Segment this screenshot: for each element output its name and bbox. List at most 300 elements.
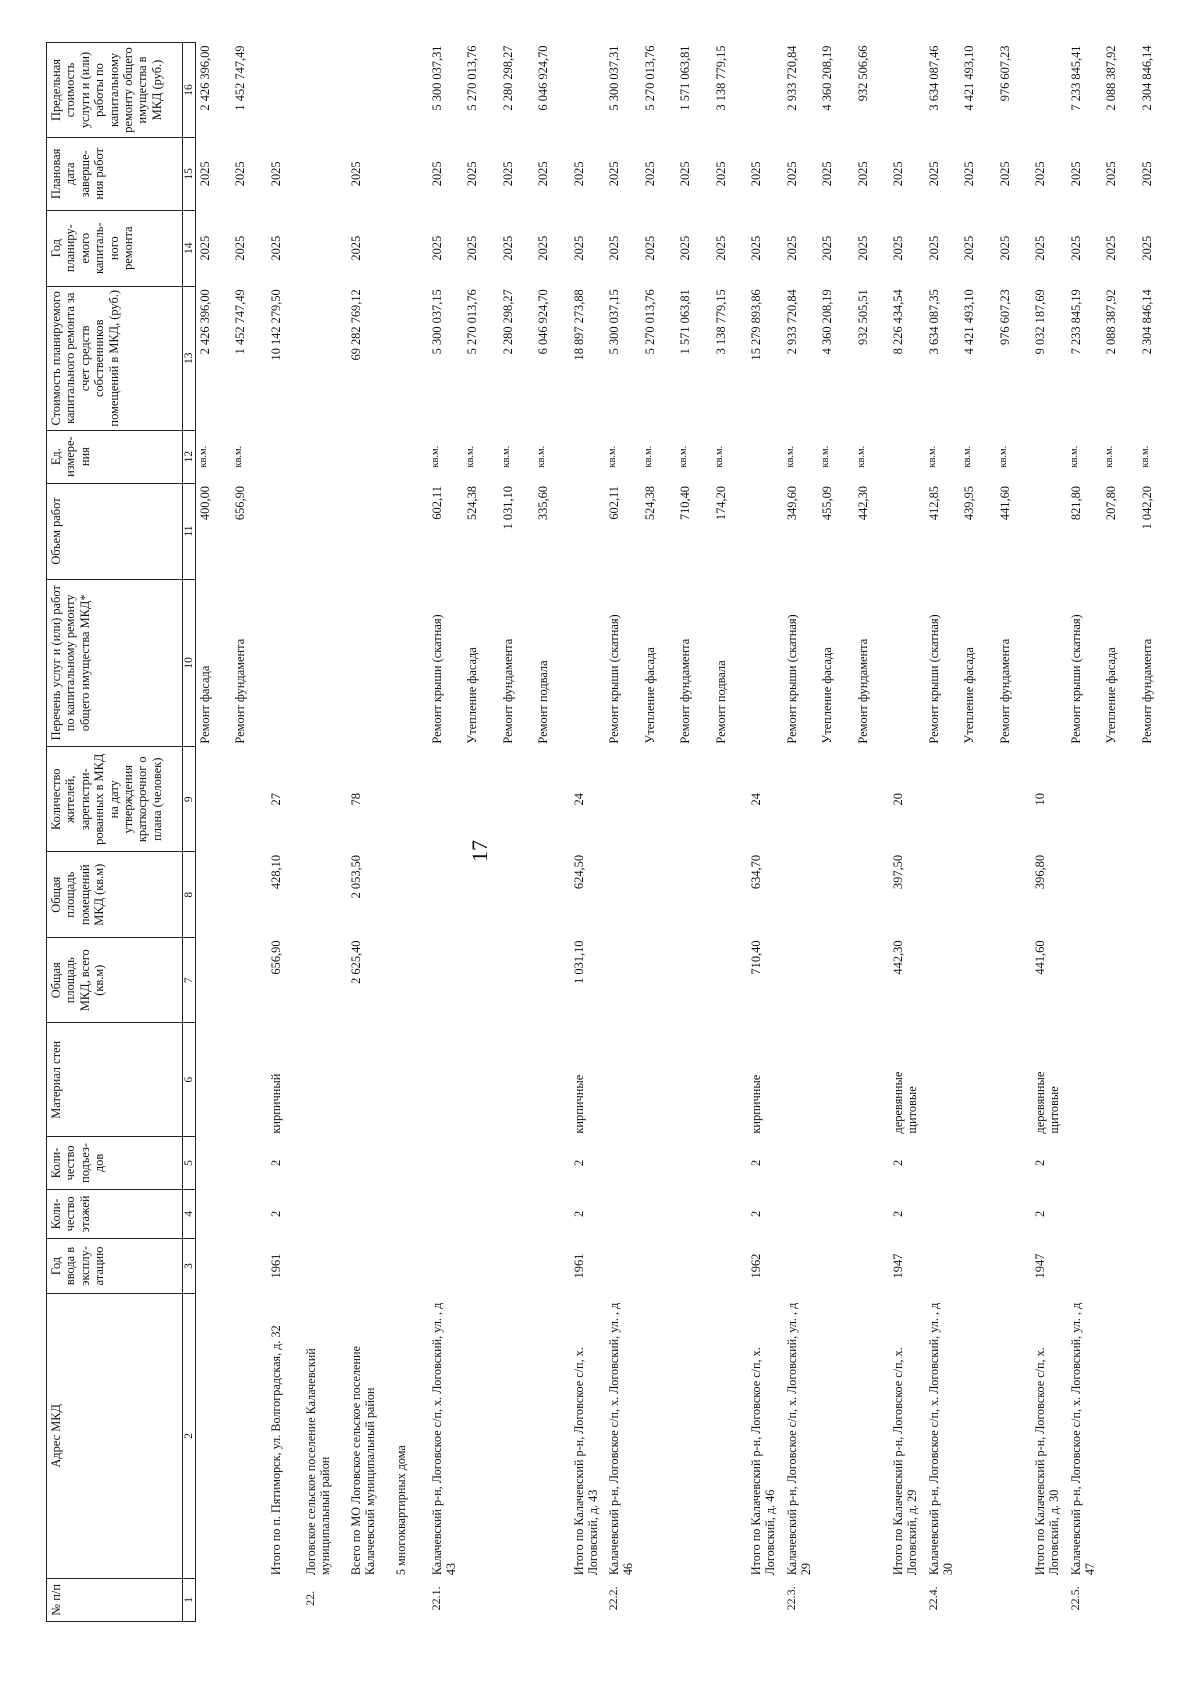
unit-cell: кв.м. — [1104, 445, 1115, 468]
planned-cost-cell: 2 304 846,14 — [1139, 289, 1154, 355]
unit-cell: кв.м. — [678, 445, 689, 468]
entrances-cell — [1138, 1137, 1174, 1190]
completion-date-cell: 2025 — [1068, 161, 1083, 187]
table-row — [302, 43, 347, 1622]
premises-area-cell: 396,80 — [1033, 854, 1047, 890]
work-volume-cell: 602,11 — [429, 486, 444, 520]
work-type-cell: Ремонт подвала — [713, 660, 728, 744]
max-cost-cell — [302, 43, 347, 138]
column-header: Ед. измере-ния — [47, 430, 183, 483]
repair-year-cell: 2025 — [678, 235, 692, 261]
column-number: 3 — [183, 1238, 196, 1293]
column-header: Количество жителей, зарегистри-рованных в МКД на дату утверждения краткосрочног о плана (человек) — [47, 747, 183, 852]
wall-material-cell — [712, 1023, 748, 1137]
row-number — [854, 1578, 890, 1621]
address-cell — [196, 1294, 232, 1579]
column-number: 2 — [183, 1294, 196, 1579]
year-built-cell — [925, 1238, 961, 1293]
work-type-cell — [392, 579, 428, 747]
unit-cell: кв.м. — [198, 445, 209, 468]
residents-cell — [231, 747, 267, 852]
entrances-cell: 2 — [571, 1159, 586, 1167]
table-body — [196, 43, 1190, 1622]
wall-material-cell — [996, 1023, 1032, 1137]
work-volume-cell: 524,38 — [642, 486, 657, 521]
total-area-cell — [996, 937, 1032, 1023]
year-built-cell — [1067, 1238, 1103, 1293]
max-cost-cell — [747, 43, 783, 138]
planned-cost-cell: 2 280 298,27 — [500, 289, 515, 355]
residents-cell — [783, 747, 819, 852]
premises-area-cell — [302, 852, 347, 938]
residents-cell — [996, 747, 1032, 852]
work-volume-cell: 442,30 — [855, 486, 870, 521]
table-row — [347, 43, 392, 1622]
unit-cell: кв.м. — [500, 445, 512, 468]
residents-cell — [1138, 747, 1174, 852]
unit-cell: кв.м. — [997, 445, 1009, 468]
premises-area-cell — [712, 852, 748, 938]
work-volume-cell: 441,60 — [997, 486, 1012, 521]
max-cost-cell: 6 046 924,70 — [536, 45, 550, 111]
table-row — [605, 43, 641, 1622]
address-cell: Итого по Калачевский р-н, Логовское с/п, х. Логовский, д. 29 — [891, 1347, 920, 1576]
row-number — [1031, 1578, 1067, 1621]
planned-cost-cell: 4 360 208,19 — [820, 289, 834, 355]
column-number: 12 — [183, 430, 196, 483]
work-type-cell: Ремонт фасада — [198, 665, 212, 744]
wall-material-cell: кирпичные — [749, 1074, 763, 1134]
max-cost-cell: 2 304 846,14 — [1139, 45, 1154, 111]
residents-cell — [712, 747, 748, 852]
completion-date-cell: 2025 — [607, 161, 621, 187]
residents-cell — [302, 747, 347, 852]
premises-area-cell — [605, 852, 641, 938]
total-area-cell — [676, 937, 712, 1023]
residents-cell — [925, 747, 961, 852]
unit-cell — [570, 430, 606, 483]
repair-year-cell — [302, 210, 347, 286]
work-volume-cell: 656,90 — [233, 486, 247, 521]
table-row — [818, 43, 854, 1622]
year-built-cell — [712, 1238, 748, 1293]
repair-year-cell: 2025 — [429, 235, 444, 261]
planned-cost-cell: 5 270 013,76 — [465, 289, 479, 355]
column-number: 11 — [183, 483, 196, 579]
row-number — [570, 1578, 606, 1621]
repair-year-cell: 2025 — [784, 235, 799, 261]
address-cell: Логовское сельское поселение Калачевский муниципальный район — [304, 1348, 333, 1576]
table-row — [1138, 43, 1174, 1622]
planned-cost-cell: 69 282 769,12 — [349, 289, 363, 361]
total-area-cell: 2 625,40 — [349, 940, 363, 984]
repair-year-cell: 2025 — [749, 235, 763, 261]
row-number — [499, 1578, 535, 1621]
completion-date-cell: 2025 — [713, 161, 728, 187]
table-row — [570, 43, 606, 1622]
floors-cell: 2 — [749, 1210, 763, 1217]
unit-cell: кв.м. — [713, 445, 725, 468]
table-row — [1031, 43, 1067, 1622]
repair-year-cell: 2025 — [571, 235, 586, 261]
planned-cost-cell: 5 300 037,15 — [429, 289, 444, 355]
planned-cost-cell: 3 634 087,35 — [926, 289, 941, 355]
work-type-cell: Утепление фасада — [820, 647, 834, 744]
residents-cell — [534, 747, 570, 852]
repair-year-cell: 2025 — [465, 235, 479, 261]
work-volume-cell: 400,00 — [198, 486, 212, 521]
wall-material-cell — [1067, 1023, 1103, 1137]
table-row — [428, 43, 464, 1622]
row-number — [267, 1578, 303, 1621]
completion-date-cell: 2025 — [891, 161, 905, 187]
planned-cost-cell: 5 270 013,76 — [642, 289, 657, 355]
entrances-cell — [534, 1137, 570, 1190]
unit-cell: кв.м. — [926, 445, 938, 468]
work-volume-cell: 349,60 — [784, 486, 799, 521]
work-type-cell: Утепление фасада — [642, 647, 657, 744]
premises-area-cell — [818, 852, 854, 938]
year-built-cell — [641, 1238, 677, 1293]
address-cell — [1138, 1294, 1174, 1579]
premises-area-cell — [392, 852, 428, 938]
max-cost-cell — [1031, 43, 1067, 138]
floors-cell — [534, 1189, 570, 1238]
work-type-cell: Ремонт фундамента — [855, 638, 870, 744]
wall-material-cell — [783, 1023, 819, 1137]
wall-material-cell: деревянные щитовые — [891, 1071, 920, 1134]
row-number — [818, 1578, 854, 1621]
planned-cost-cell: 9 032 187,69 — [1033, 289, 1047, 355]
premises-area-cell — [960, 852, 996, 938]
work-volume-cell: 1 031,10 — [500, 486, 515, 530]
completion-date-cell: 2025 — [855, 161, 870, 187]
max-cost-cell: 5 270 013,76 — [642, 45, 657, 111]
work-type-cell: Ремонт крыши (скатная) — [607, 614, 621, 744]
work-type-cell — [347, 579, 392, 747]
work-type-cell: Утепление фасада — [1104, 647, 1118, 744]
unit-cell: кв.м. — [820, 445, 831, 468]
work-volume-cell: 524,38 — [465, 486, 479, 521]
table-row — [641, 43, 677, 1622]
work-volume-cell — [747, 483, 783, 579]
entrances-cell — [605, 1137, 641, 1190]
residents-cell — [1067, 747, 1103, 852]
premises-area-cell — [1102, 852, 1138, 938]
floors-cell — [1138, 1189, 1174, 1238]
entrances-cell — [302, 1137, 347, 1190]
entrances-cell: 2 — [268, 1159, 283, 1167]
entrances-cell — [499, 1137, 535, 1190]
row-number: 22.5. — [1067, 1586, 1082, 1611]
completion-date-cell: 2025 — [198, 161, 212, 187]
completion-date-cell: 2025 — [1104, 161, 1118, 187]
max-cost-cell: 2 088 387,92 — [1104, 45, 1118, 111]
floors-cell — [712, 1189, 748, 1238]
register-sheet — [46, 42, 1154, 1622]
entrances-cell — [641, 1137, 677, 1190]
repair-year-cell: 2025 — [1104, 235, 1118, 261]
row-number — [712, 1578, 748, 1621]
wall-material-cell — [347, 1023, 392, 1137]
column-header: Коли-чество этажей — [47, 1189, 183, 1238]
wall-material-cell — [605, 1023, 641, 1137]
unit-cell: кв.м. — [536, 445, 547, 468]
table-row — [925, 43, 961, 1622]
unit-cell: кв.м. — [429, 445, 441, 468]
wall-material-cell — [231, 1023, 267, 1137]
column-header: Общая площадь помещений МКД (кв.м) — [47, 852, 183, 938]
planned-cost-cell: 5 300 037,15 — [607, 289, 621, 355]
max-cost-cell: 5 300 037,31 — [429, 45, 444, 111]
max-cost-cell: 1 571 063,81 — [678, 45, 692, 111]
total-area-cell — [1138, 937, 1174, 1023]
floors-cell — [641, 1189, 677, 1238]
repair-year-cell: 2025 — [198, 235, 212, 261]
work-type-cell: Ремонт подвала — [536, 660, 550, 744]
work-type-cell: Ремонт крыши (скатная) — [1068, 614, 1083, 744]
total-area-cell: 442,30 — [891, 940, 905, 975]
planned-cost-cell: 932 505,51 — [855, 289, 870, 346]
address-cell: Итого по Калачевский р-н, Логовское с/п, х. Логовский, д. 30 — [1033, 1347, 1062, 1576]
header-row — [47, 43, 183, 1622]
total-area-cell: 1 031,10 — [571, 940, 586, 984]
wall-material-cell — [854, 1023, 890, 1137]
floors-cell — [996, 1189, 1032, 1238]
address-cell — [818, 1294, 854, 1579]
residents-cell — [854, 747, 890, 852]
repair-year-cell: 2025 — [855, 235, 870, 261]
residents-cell — [499, 747, 535, 852]
unit-cell: кв.м. — [855, 445, 867, 468]
column-number: 10 — [183, 579, 196, 747]
table-row — [676, 43, 712, 1622]
unit-cell — [747, 430, 783, 483]
entrances-cell — [1067, 1137, 1103, 1190]
repair-year-cell: 2025 — [926, 235, 941, 261]
floors-cell — [499, 1189, 535, 1238]
planned-cost-cell: 18 897 273,88 — [571, 289, 586, 361]
premises-area-cell: 2 053,50 — [349, 854, 363, 899]
planned-cost-cell: 2 933 720,84 — [784, 289, 799, 355]
work-type-cell: Ремонт фундамента — [233, 638, 247, 744]
year-built-cell: 1947 — [1033, 1253, 1047, 1279]
floors-cell — [605, 1189, 641, 1238]
table-row — [960, 43, 996, 1622]
table-row — [1067, 43, 1103, 1622]
work-volume-cell: 174,20 — [713, 486, 728, 521]
year-built-cell — [960, 1238, 996, 1293]
column-number: 4 — [183, 1189, 196, 1238]
residents-cell — [428, 747, 464, 852]
floors-cell — [925, 1189, 961, 1238]
column-number: 6 — [183, 1023, 196, 1137]
row-number: 22.2. — [606, 1586, 620, 1611]
planned-cost-cell: 7 233 845,19 — [1068, 289, 1083, 355]
work-volume-cell: 412,85 — [926, 486, 941, 521]
wall-material-cell — [1102, 1023, 1138, 1137]
work-type-cell: Ремонт крыши (скатная) — [429, 614, 444, 744]
table-row — [463, 43, 499, 1622]
total-area-cell — [960, 937, 996, 1023]
table-row — [889, 43, 925, 1622]
total-area-cell — [1067, 937, 1103, 1023]
address-cell: Калачевский р-н, Логовское с/п, х. Логовский, ул. , д 43 — [429, 1302, 458, 1576]
repair-year-cell: 2025 — [997, 235, 1012, 261]
table-row — [499, 43, 535, 1622]
work-volume-cell: 439,95 — [962, 486, 976, 521]
address-cell: Калачевский р-н, Логовское с/п, х. Логовский, ул. , д 47 — [1068, 1302, 1097, 1576]
column-number: 5 — [183, 1137, 196, 1190]
work-type-cell — [302, 579, 347, 747]
entrances-cell — [347, 1137, 392, 1190]
entrances-cell — [463, 1137, 499, 1190]
entrances-cell — [428, 1137, 464, 1190]
max-cost-cell: 4 360 208,19 — [820, 45, 834, 111]
column-header: Стоимость планируемого капитального ремонта за счет средств собственников помещений в МКД, (руб.) — [47, 286, 183, 430]
completion-date-cell: 2025 — [268, 161, 283, 187]
max-cost-cell — [267, 43, 303, 138]
premises-area-cell — [428, 852, 464, 938]
column-header: Материал стен — [47, 1023, 183, 1137]
column-number: 8 — [183, 852, 196, 938]
floors-cell — [818, 1189, 854, 1238]
wall-material-cell — [925, 1023, 961, 1137]
total-area-cell: 441,60 — [1033, 940, 1047, 975]
max-cost-cell: 2 933 720,84 — [784, 45, 799, 111]
completion-date-cell: 2025 — [678, 161, 692, 187]
address-cell: Калачевский р-н, Логовское с/п, х. Логовский, ул. , д 46 — [607, 1302, 636, 1576]
wall-material-cell — [960, 1023, 996, 1137]
planned-cost-cell: 10 142 279,50 — [268, 289, 283, 361]
year-built-cell: 1962 — [749, 1253, 763, 1279]
floors-cell — [463, 1189, 499, 1238]
address-cell — [712, 1294, 748, 1579]
work-volume-cell: 602,11 — [607, 486, 621, 520]
work-volume-cell: 455,09 — [820, 486, 834, 521]
repair-year-cell: 2025 — [500, 235, 515, 261]
residents-cell — [1102, 747, 1138, 852]
column-header: Общая площадь МКД, всего (кв.м) — [47, 937, 183, 1023]
premises-area-cell: 624,50 — [571, 854, 586, 890]
wall-material-cell — [499, 1023, 535, 1137]
year-built-cell — [996, 1238, 1032, 1293]
table-row — [231, 43, 267, 1622]
row-number — [534, 1578, 570, 1621]
repair-plan-table — [46, 42, 1189, 1622]
planned-cost-cell: 1 452 747,49 — [233, 289, 247, 355]
residents-cell: 24 — [571, 793, 586, 806]
completion-date-cell: 2025 — [429, 161, 444, 187]
residents-cell — [196, 747, 232, 852]
entrances-cell — [196, 1137, 232, 1190]
work-type-cell: Утепление фасада — [465, 647, 479, 744]
work-type-cell: Ремонт фундамента — [500, 638, 515, 744]
table-row — [196, 43, 232, 1622]
completion-date-cell: 2025 — [962, 161, 976, 187]
year-built-cell — [302, 1238, 347, 1293]
column-header: № п/п — [47, 1578, 183, 1621]
work-volume-cell: 207,80 — [1104, 486, 1118, 521]
address-cell: Итого по Калачевский р-н, Логовское с/п, х. Логовский, д. 46 — [749, 1347, 778, 1576]
residents-cell — [960, 747, 996, 852]
planned-cost-cell: 8 226 434,54 — [891, 289, 905, 355]
total-area-cell — [428, 937, 464, 1023]
residents-cell — [818, 747, 854, 852]
wall-material-cell — [302, 1023, 347, 1137]
completion-date-cell: 2025 — [749, 161, 763, 187]
work-type-cell — [747, 579, 783, 747]
unit-cell: кв.м. — [784, 445, 796, 468]
column-number: 7 — [183, 937, 196, 1023]
row-number — [347, 1578, 392, 1621]
premises-area-cell: 397,50 — [891, 854, 905, 890]
work-volume-cell — [302, 483, 347, 579]
row-number: 22.3. — [783, 1586, 798, 1611]
repair-year-cell: 2025 — [642, 235, 657, 261]
year-built-cell — [196, 1238, 232, 1293]
unit-cell: кв.м. — [233, 445, 244, 468]
entrances-cell — [818, 1137, 854, 1190]
residents-cell — [676, 747, 712, 852]
planned-cost-cell: 2 426 396,00 — [198, 289, 212, 355]
year-built-cell — [534, 1238, 570, 1293]
repair-year-cell: 2025 — [607, 235, 621, 261]
floors-cell: 2 — [891, 1210, 905, 1217]
table-row — [1102, 43, 1138, 1622]
wall-material-cell: кирпичный — [268, 1073, 283, 1134]
row-number — [747, 1578, 783, 1621]
repair-year-cell: 2025 — [820, 235, 834, 261]
column-number: 13 — [183, 286, 196, 430]
planned-cost-cell: 1 571 063,81 — [678, 289, 692, 355]
total-area-cell — [463, 937, 499, 1023]
year-built-cell — [499, 1238, 535, 1293]
address-cell — [960, 1294, 996, 1579]
max-cost-cell: 5 270 013,76 — [465, 45, 479, 111]
row-number — [641, 1578, 677, 1621]
column-header: Объем работ — [47, 483, 183, 579]
wall-material-cell — [641, 1023, 677, 1137]
completion-date-cell — [302, 138, 347, 211]
residents-cell — [463, 747, 499, 852]
planned-cost-cell: 6 046 924,70 — [536, 289, 550, 355]
address-cell — [996, 1294, 1032, 1579]
work-volume-cell — [570, 483, 606, 579]
address-cell — [463, 1294, 499, 1579]
completion-date-cell: 2025 — [997, 161, 1012, 187]
work-type-cell — [1031, 579, 1067, 747]
work-type-cell: Ремонт фундамента — [997, 638, 1012, 744]
year-built-cell — [231, 1238, 267, 1293]
repair-year-cell — [392, 210, 428, 286]
max-cost-cell: 2 280 298,27 — [500, 45, 515, 111]
year-built-cell — [854, 1238, 890, 1293]
row-number: 22.4. — [925, 1586, 940, 1611]
residents-cell: 24 — [749, 793, 763, 806]
max-cost-cell: 976 607,23 — [997, 45, 1012, 102]
floors-cell — [231, 1189, 267, 1238]
wall-material-cell — [463, 1023, 499, 1137]
planned-cost-cell: 2 088 387,92 — [1104, 289, 1118, 355]
row-number — [996, 1578, 1032, 1621]
premises-area-cell — [1067, 852, 1103, 938]
address-cell: Калачевский р-н, Логовское с/п, х. Логовский, ул. , д 30 — [926, 1302, 955, 1576]
row-number — [960, 1578, 996, 1621]
address-cell — [231, 1294, 267, 1579]
repair-year-cell: 2025 — [713, 235, 728, 261]
work-type-cell — [267, 579, 303, 747]
